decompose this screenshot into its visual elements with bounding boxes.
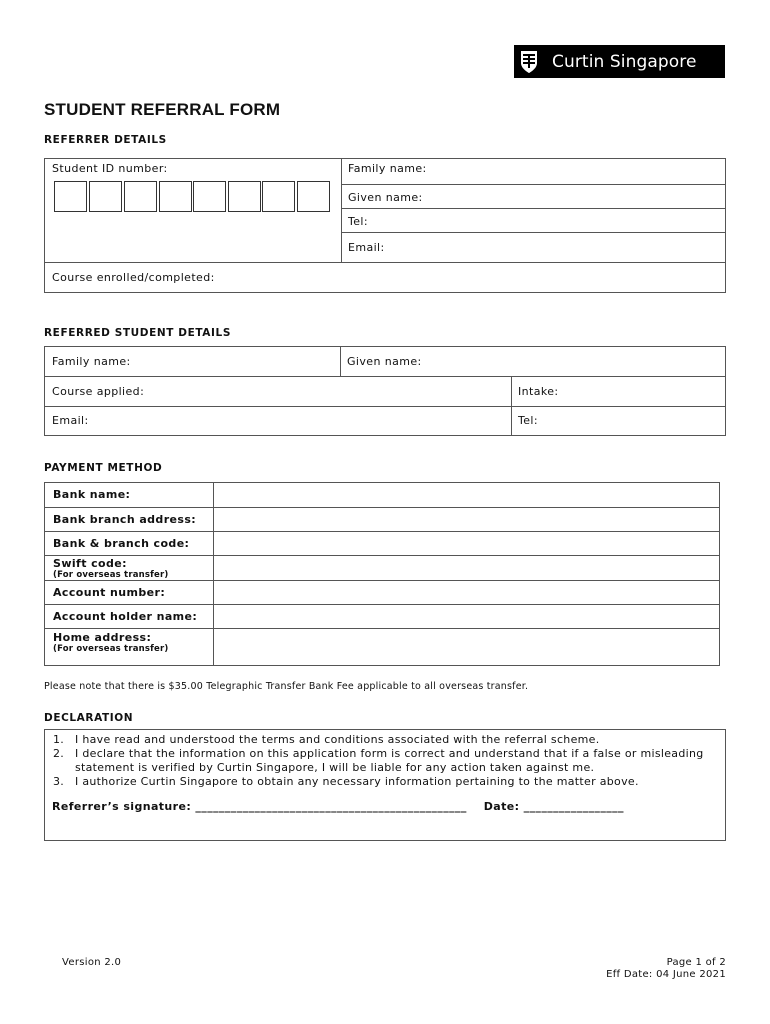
version-label: Version 2.0	[62, 957, 122, 968]
bank-branch-address-label: Bank branch address:	[53, 513, 197, 526]
payment-row-account-number[interactable]	[45, 581, 719, 605]
payment-row-home-address[interactable]	[45, 629, 719, 665]
effective-date: Eff Date: 04 June 2021	[606, 969, 726, 980]
declaration-heading: DECLARATION	[44, 712, 134, 724]
referred-student-heading: REFERRED STUDENT DETAILS	[44, 327, 231, 339]
course-applied-label: Course applied:	[52, 385, 145, 398]
signature-field[interactable]: ______________________________________________	[195, 800, 467, 813]
payment-method-heading: PAYMENT METHOD	[44, 462, 163, 474]
signature-line	[52, 800, 624, 813]
student-id-digit-6[interactable]	[228, 181, 261, 212]
logo-brand-text: Curtin Singapore	[552, 51, 697, 72]
bank-name-label: Bank name:	[53, 488, 131, 501]
declaration-item: 2. I declare that the information on this application form is correct and understand that if a false or misleading statement is verified by Curtin Singapore, I will be liable for any action taken against me.	[53, 747, 704, 774]
student-id-digit-3[interactable]	[124, 181, 157, 212]
referrer-details-box	[44, 158, 726, 293]
form-title: STUDENT REFERRAL FORM	[44, 100, 281, 119]
referred-student-box	[44, 346, 726, 436]
declaration-item: 3. I authorize Curtin Singapore to obtain any necessary information pertaining to the matter above.	[53, 775, 639, 788]
referrer-details-heading: REFERRER DETAILS	[44, 134, 167, 146]
referrer-email-label: Email:	[348, 241, 385, 254]
declaration-box	[44, 729, 726, 841]
account-holder-name-label: Account holder name:	[53, 610, 198, 623]
referrer-family-name-label: Family name:	[348, 162, 427, 175]
bank-fee-note: Please note that there is $35.00 Telegraphic Transfer Bank Fee applicable to all overseas transfer.	[44, 681, 529, 692]
student-id-digit-4[interactable]	[159, 181, 192, 212]
payment-method-table	[44, 482, 720, 666]
student-id-digit-5[interactable]	[193, 181, 226, 212]
referrer-tel-label: Tel:	[348, 215, 368, 228]
declaration-item: 1. I have read and understood the terms and conditions associated with the referral scheme.	[53, 733, 600, 746]
payment-row-bank-name[interactable]	[45, 483, 719, 508]
student-id-label: Student ID number:	[52, 162, 168, 175]
account-number-label: Account number:	[53, 586, 166, 599]
payment-row-branch-address[interactable]	[45, 508, 719, 532]
student-id-digit-1[interactable]	[54, 181, 87, 212]
referred-given-name-label: Given name:	[347, 355, 422, 368]
home-address-sublabel: (For overseas transfer)	[53, 644, 169, 654]
referred-family-name-label: Family name:	[52, 355, 131, 368]
date-field[interactable]: _________________	[523, 800, 624, 813]
home-address-label: Home address:	[53, 631, 152, 644]
student-id-digit-7[interactable]	[262, 181, 295, 212]
payment-row-swift-code[interactable]	[45, 556, 719, 581]
signature-label: Referrer’s signature:	[52, 800, 192, 813]
student-id-digit-8[interactable]	[297, 181, 330, 212]
payment-row-account-holder[interactable]	[45, 605, 719, 629]
intake-label: Intake:	[518, 385, 559, 398]
page-number: Page 1 of 2	[666, 957, 726, 968]
shield-icon	[514, 45, 544, 78]
curtin-logo	[514, 45, 725, 78]
date-label: Date:	[483, 800, 520, 813]
course-enrolled-label: Course enrolled/completed:	[52, 271, 215, 284]
swift-code-sublabel: (For overseas transfer)	[53, 570, 169, 580]
student-id-digit-2[interactable]	[89, 181, 122, 212]
bank-branch-code-label: Bank & branch code:	[53, 537, 190, 550]
payment-row-branch-code[interactable]	[45, 532, 719, 556]
referrer-given-name-label: Given name:	[348, 191, 423, 204]
referred-email-label: Email:	[52, 414, 89, 427]
referred-tel-label: Tel:	[518, 414, 538, 427]
swift-code-label: Swift code:	[53, 557, 127, 570]
